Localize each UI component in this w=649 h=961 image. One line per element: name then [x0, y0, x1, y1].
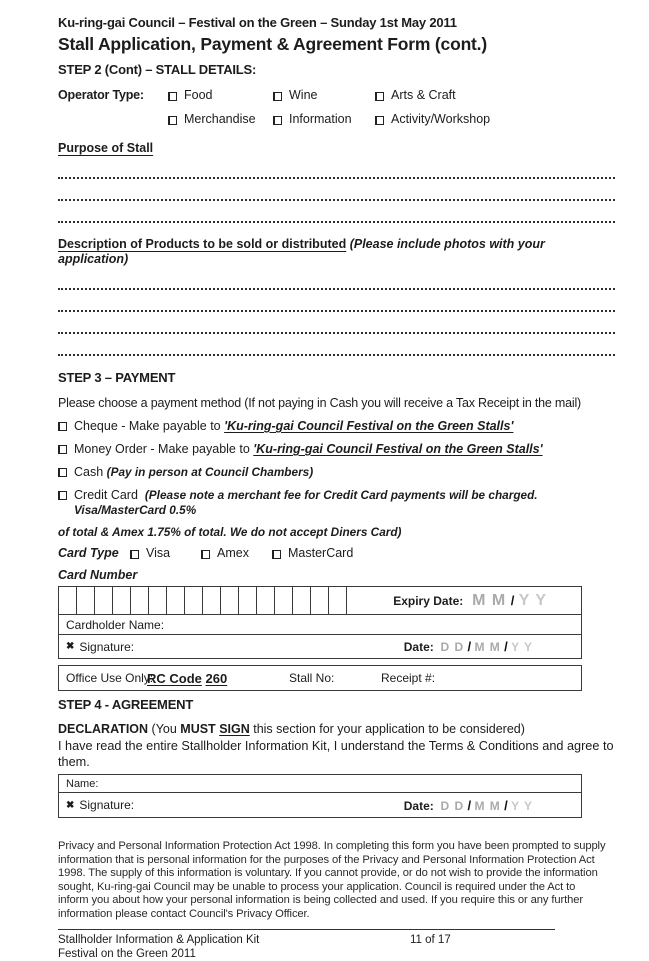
document-header: Ku-ring-gai Council – Festival on the Green – Sunday 1st May 2011: [58, 15, 457, 30]
slash-separator: /: [504, 797, 508, 813]
card-number-cell[interactable]: [221, 587, 239, 614]
slash-separator: /: [467, 639, 472, 654]
office-use-only-box: [58, 665, 582, 691]
purpose-of-stall-heading: Purpose of Stall: [58, 141, 154, 155]
checkbox-icon[interactable]: [375, 116, 384, 125]
card-signature-field[interactable]: [59, 634, 581, 658]
declaration-pre: (You: [151, 722, 177, 736]
date-mm-placeholder: M M: [474, 798, 501, 813]
credit-card-note-line1: (Please note a merchant fee for Credit Card payments will be charged. Visa/MasterCard 0.5%: [74, 488, 538, 517]
signature-label: Signature:: [79, 798, 135, 812]
checkbox-icon[interactable]: [273, 116, 282, 125]
card-number-cell[interactable]: [293, 587, 311, 614]
expiry-date-field[interactable]: [347, 587, 581, 614]
checkbox-cash[interactable]: [58, 465, 615, 480]
x-mark-icon: ✖: [66, 641, 75, 652]
card-number-cell[interactable]: [257, 587, 275, 614]
card-number-cell[interactable]: [239, 587, 257, 614]
slash-separator: /: [467, 797, 472, 813]
expiry-date-label: Expiry Date:: [393, 593, 464, 608]
checkbox-label: Visa: [146, 546, 171, 560]
credit-card-note-line2: of total & Amex 1.75% of total. We do not accept Diners Card): [58, 525, 402, 539]
footer-event-title: Festival on the Green 2011: [58, 947, 196, 960]
description-write-in-area: [58, 268, 615, 356]
agreement-signature-field[interactable]: [59, 792, 581, 817]
date-mm-placeholder: M M: [474, 640, 501, 654]
checkbox-icon[interactable]: [130, 550, 139, 559]
checkbox-label: Merchandise: [184, 112, 256, 126]
checkbox-visa[interactable]: [130, 546, 201, 561]
card-number-cell[interactable]: [131, 587, 149, 614]
card-number-cell[interactable]: [275, 587, 293, 614]
card-number-row: [59, 587, 581, 614]
checkbox-icon[interactable]: [272, 550, 281, 559]
write-in-line[interactable]: [58, 312, 615, 334]
card-number-cell[interactable]: [329, 587, 347, 614]
declaration-word: DECLARATION: [58, 722, 149, 736]
stall-no-field[interactable]: Stall No:: [289, 671, 335, 685]
expiry-mm-placeholder: M M: [472, 591, 507, 609]
payment-option-text: Credit Card (Please note a merchant fee for Credit Card payments will be charged. Visa/MasterCard 0.5%: [74, 488, 538, 517]
checkbox-mastercard[interactable]: [272, 546, 353, 561]
office-use-label: Office Use Only:: [66, 671, 154, 685]
declaration-sign: SIGN: [219, 722, 250, 736]
receipt-field[interactable]: Receipt #:: [381, 671, 436, 685]
cardholder-name-label: Cardholder Name:: [66, 617, 165, 632]
operator-type-group: [58, 88, 615, 127]
card-number-cells: [59, 587, 347, 614]
checkbox-food[interactable]: [168, 88, 273, 103]
date-label: Date:: [403, 798, 434, 813]
agreement-name-field[interactable]: [59, 775, 581, 792]
payment-intro: Please choose a payment method (If not paying in Cash you will receive a Tax Receipt in the mail): [58, 396, 582, 410]
checkbox-merchandise[interactable]: [168, 112, 273, 127]
checkbox-label: MasterCard: [288, 546, 354, 560]
card-details-table: [58, 586, 582, 659]
card-number-cell[interactable]: [203, 587, 221, 614]
checkbox-wine[interactable]: [273, 88, 375, 103]
write-in-line[interactable]: [58, 290, 615, 312]
checkbox-cheque[interactable]: [58, 419, 615, 434]
page-number: 11 of 17: [410, 933, 451, 946]
card-date-field[interactable]: [404, 639, 581, 654]
card-type-label: Card Type: [58, 546, 119, 560]
checkbox-money-order[interactable]: [58, 442, 615, 457]
card-number-cell[interactable]: [113, 587, 131, 614]
write-in-line[interactable]: [58, 201, 615, 223]
signature-label: Signature:: [79, 639, 135, 654]
cash-note: (Pay in person at Council Chambers): [106, 465, 314, 479]
card-number-cell[interactable]: [149, 587, 167, 614]
step4-heading: STEP 4 - AGREEMENT: [58, 697, 194, 712]
payment-option-text: Money Order - Make payable to 'Ku-ring-gai Council Festival on the Green Stalls': [74, 442, 543, 456]
checkbox-icon[interactable]: [58, 491, 67, 500]
card-number-cell[interactable]: [77, 587, 95, 614]
card-number-label: Card Number: [58, 568, 138, 582]
date-label: Date:: [403, 640, 434, 654]
step2-heading: STEP 2 (Cont) – STALL DETAILS:: [58, 62, 257, 77]
step3-heading: STEP 3 – PAYMENT: [58, 370, 176, 385]
checkbox-activity-workshop[interactable]: [375, 112, 615, 127]
expiry-yy-placeholder: Y Y: [518, 591, 547, 609]
payment-option-text: Cheque - Make payable to 'Ku-ring-gai Council Festival on the Green Stalls': [74, 419, 514, 433]
card-number-cell[interactable]: [95, 587, 113, 614]
checkbox-icon[interactable]: [168, 116, 177, 125]
money-order-payee: 'Ku-ring-gai Council Festival on the Green Stalls': [253, 442, 543, 456]
description-heading-text: Description of Products to be sold or distributed: [58, 237, 347, 251]
card-number-cell[interactable]: [59, 587, 77, 614]
card-number-cell[interactable]: [185, 587, 203, 614]
checkbox-icon[interactable]: [375, 92, 384, 101]
checkbox-amex[interactable]: [201, 546, 272, 561]
footer-kit-title: Stallholder Information & Application Kit: [58, 933, 260, 946]
date-yy-placeholder: Y Y: [511, 640, 533, 654]
cardholder-name-field[interactable]: [59, 614, 581, 634]
checkbox-icon[interactable]: [168, 92, 177, 101]
date-dd-placeholder: D D: [440, 798, 465, 813]
declaration-rest: this section for your application to be considered): [253, 722, 525, 736]
checkbox-icon[interactable]: [201, 550, 210, 559]
checkbox-icon[interactable]: [58, 445, 67, 454]
checkbox-credit-card[interactable]: [58, 488, 615, 518]
write-in-line[interactable]: [58, 268, 615, 290]
date-dd-placeholder: D D: [440, 640, 465, 654]
privacy-notice: Privacy and Personal Information Protection Act 1998. In completing this form you have been prompted to supply information that is personal information for the purposes of the Privacy and Personal Information Protection Act 1998. The supply of this information is voluntary. If you cannot provide, or do not wish to provide the information sought, Ku-ring-gai Council may be unable to process your application. Council is required under the Act to inform you about how your personal information is being collected and used. If you require this or any further information please contact Council's Privacy Officer.: [58, 840, 606, 920]
declaration-line: [58, 722, 615, 737]
slash-separator: /: [510, 593, 515, 608]
write-in-line[interactable]: [58, 179, 615, 201]
card-type-group: [58, 546, 615, 561]
date-yy-placeholder: Y Y: [511, 798, 533, 813]
checkbox-label: Activity/Workshop: [391, 112, 491, 126]
description-note: (Please include photos with your application): [58, 237, 545, 266]
name-label: Name:: [66, 777, 99, 790]
checkbox-label: Arts & Craft: [391, 88, 456, 102]
slash-separator: /: [504, 639, 508, 654]
operator-type-label: Operator Type:: [58, 88, 144, 102]
card-number-cell[interactable]: [311, 587, 329, 614]
payment-option-text: Cash (Pay in person at Council Chambers): [74, 465, 314, 479]
rc-code: RC Code 260: [147, 671, 228, 686]
checkbox-label: Wine: [289, 88, 318, 102]
checkbox-icon[interactable]: [58, 468, 67, 477]
checkbox-label: Food: [184, 88, 213, 102]
agreement-table: [58, 774, 582, 818]
checkbox-label: Amex: [217, 546, 249, 560]
checkbox-arts-craft[interactable]: [375, 88, 615, 103]
write-in-line[interactable]: [58, 157, 615, 179]
agreement-date-field[interactable]: [404, 798, 581, 813]
checkbox-label: Information: [289, 112, 352, 126]
cheque-payee: 'Ku-ring-gai Council Festival on the Green Stalls': [224, 419, 514, 433]
page-footer: [58, 929, 555, 961]
purpose-write-in-area: [58, 157, 615, 223]
write-in-line[interactable]: [58, 334, 615, 356]
checkbox-icon[interactable]: [58, 422, 67, 431]
checkbox-icon[interactable]: [273, 92, 282, 101]
x-mark-icon: ✖: [66, 799, 75, 811]
declaration-must: MUST: [180, 722, 216, 736]
grid-spacer: [58, 112, 168, 127]
description-heading: [58, 237, 615, 267]
page-title: Stall Application, Payment & Agreement Form (cont.): [58, 34, 487, 54]
card-number-cell[interactable]: [167, 587, 185, 614]
checkbox-information[interactable]: [273, 112, 375, 127]
declaration-statement: I have read the entire Stallholder Information Kit, I understand the Terms & Conditions and agree to them.: [58, 739, 614, 769]
